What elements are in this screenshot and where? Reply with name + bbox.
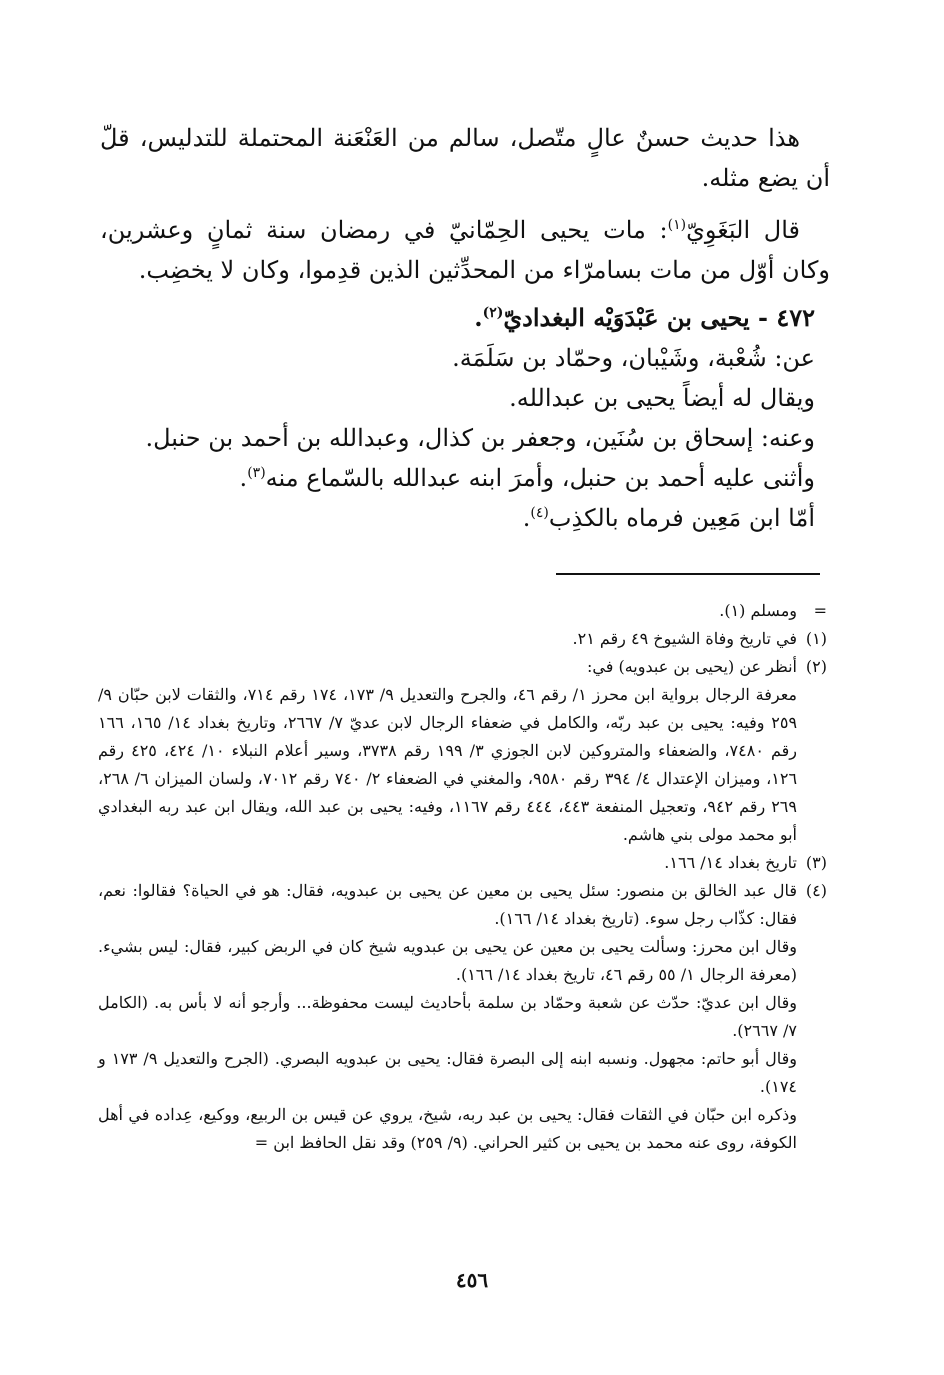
continuation-text: ومسلم (١). bbox=[719, 601, 797, 620]
footnote-continuation bbox=[98, 597, 827, 625]
footnote-2-number: (٢) bbox=[805, 657, 827, 676]
entry-heading-end: . bbox=[474, 303, 483, 332]
continuation-mark: = bbox=[813, 601, 827, 620]
footnote-2-sources: معرفة الرجال برواية ابن محرز ١/ رقم ٤٦، والجرح والتعديل ٩/ ١٧٣، ١٧٤ رقم ٧١٤، والثقات لابن حبّان ٩/ ٢٥٩ وفيه: يحيى بن عبد ربّه، والكامل في ضعفاء الرجال لابن عديّ ٧/ ٢٦٦٧، وتاريخ بغداد ١٤/ ١٦٥، ١٦٦ رقم ٧٤٨٠، والضعفاء والمتروكين لابن الجوزي ٣/ ١٩٩ رقم ٣٧٣٨، وسير أعلام النبلاء ١٠/ ٤٢٤، ٤٢٥ رقم ١٢٦، وميزان الإعتدال ٤/ ٣٩٤ رقم ٩٥٨٠، والمغني في الضعفاء ٢/ ٧٤٠ رقم ٧٠١٢، ولسان الميزان ٦/ ٢٦٨، ٢٦٩ رقم ٩٤٢، وتعجيل المنفعة ٤٤٣، ٤٤٤ رقم ١١٦٧، وفيه: يحيى بن عبد الله، ويقال ابن عبد ربه البغدادي أبو محمد مولى بني هاشم. bbox=[98, 685, 798, 844]
footnote-4-para-2: وقال ابن محرز: وسألت يحيى بن معين عن يحيى بن عبدويه شيخ كان في الربض كبير، فقال: ليس بشيء. (معرفة الرجال ١/ ٥٥ رقم ٤٦، تاريخ بغداد ١٤/ ١٦٦). bbox=[98, 937, 798, 984]
footnote-2-intro: أنظر عن (يحيى بن عبدويه) في: bbox=[587, 657, 797, 676]
footnote-4-number: (٤) bbox=[805, 881, 827, 900]
footnote-4-para-3: وقال ابن عديّ: حدّث عن شعبة وحمّاد بن سلمة بأحاديث ليست محفوظة... وأرجو أنه لا بأس به. (الكامل ٧/ ٢٦٦٧). bbox=[98, 993, 797, 1040]
footnote-4 bbox=[98, 877, 827, 1157]
footnote-ref-2: (٢) bbox=[482, 305, 504, 321]
paragraph-hadith-note: هذا حديث حسنٌ عالٍ متّصل، سالم من العَنْعَنة المحتملة للتدليس، قلّ أن يضع مثله. bbox=[100, 124, 830, 192]
entry-criticism-end: . bbox=[522, 504, 531, 532]
entry-narrated-from: عن: شُعْبة، وشَيْبان، وحمّاد بن سَلَمَة. bbox=[452, 344, 815, 372]
footnote-3 bbox=[98, 849, 827, 877]
main-text bbox=[100, 118, 830, 538]
biography-entry bbox=[100, 298, 830, 538]
entry-praise-end: . bbox=[239, 464, 248, 492]
baghawi-quote: : مات يحيى الحِمّانيّ في رمضان سنة ثمانٍ وعشرين، وكان أوّل من مات بسامرّاء من المحدِّثين الذين قدِموا، وكان لا يخضِب. bbox=[100, 216, 830, 284]
footnote-4-para-5: وذكره ابن حبّان في الثقات فقال: يحيى بن عبد ربه، شيخ، يروي عن قيس بن الربيع، ووكيع، عِداده في أهل الكوفة، روى عنه محمد بن يحيى بن كثير الحراني. (٩/ ٢٥٩) وقد نقل الحافظ ابن = bbox=[98, 1105, 797, 1152]
footnote-3-text: تاريخ بغداد ١٤/ ١٦٦. bbox=[664, 853, 797, 872]
entry-criticism bbox=[100, 498, 815, 538]
footnote-4-para-1: قال عبد الخالق بن منصور: سئل يحيى بن معين عن يحيى بن عبدويه، فقال: هو في الحياة؟ فقالوا: نعم، فقال: كذّاب رجل سوء. (تاريخ بغداد ١٤/ ١٦٦). bbox=[98, 881, 797, 928]
footnote-2 bbox=[98, 653, 827, 849]
footnote-1 bbox=[98, 625, 827, 653]
entry-criticism-text: أمّا ابن مَعِين فرماه بالكذِب bbox=[548, 504, 815, 532]
footnote-1-number: (١) bbox=[805, 629, 827, 648]
footnote-ref-4: (٤) bbox=[530, 505, 549, 521]
footnote-ref-3: (٣) bbox=[247, 465, 266, 481]
entry-narrated-by: وعنه: إسحاق بن سُنَين، وجعفر بن كذال، وعبدالله بن أحمد بن حنبل. bbox=[145, 424, 815, 452]
page-number: ٤٥٦ bbox=[455, 1268, 489, 1292]
footnote-separator bbox=[556, 573, 820, 575]
footnote-4-para-4: وقال أبو حاتم: مجهول. ونسبه ابنه إلى البصرة فقال: يحيى بن عبدويه البصري. (الجرح والتعديل ٩/ ١٧٣ و ١٧٤). bbox=[98, 1049, 798, 1096]
entry-praise-text: وأثنى عليه أحمد بن حنبل، وأمرَ ابنه عبدالله بالسّماع منه bbox=[265, 464, 815, 492]
entry-praise bbox=[100, 458, 815, 498]
entry-alt-name: ويقال له أيضاً يحيى بن عبدالله. bbox=[509, 384, 815, 412]
footnotes bbox=[98, 597, 827, 1157]
footnote-ref-1: (١) bbox=[667, 217, 687, 233]
paragraph-baghawi bbox=[100, 210, 830, 290]
baghawi-name: قال البَغَوِيّ bbox=[686, 216, 801, 244]
entry-heading-text: ٤٧٢ - يحيى بن عَبْدَوَيْه البغداديّ bbox=[503, 303, 815, 332]
entry-heading bbox=[100, 298, 815, 338]
footnote-1-text: في تاريخ وفاة الشيوخ ٤٩ رقم ٢١. bbox=[572, 629, 797, 648]
footnote-3-number: (٣) bbox=[805, 853, 827, 872]
